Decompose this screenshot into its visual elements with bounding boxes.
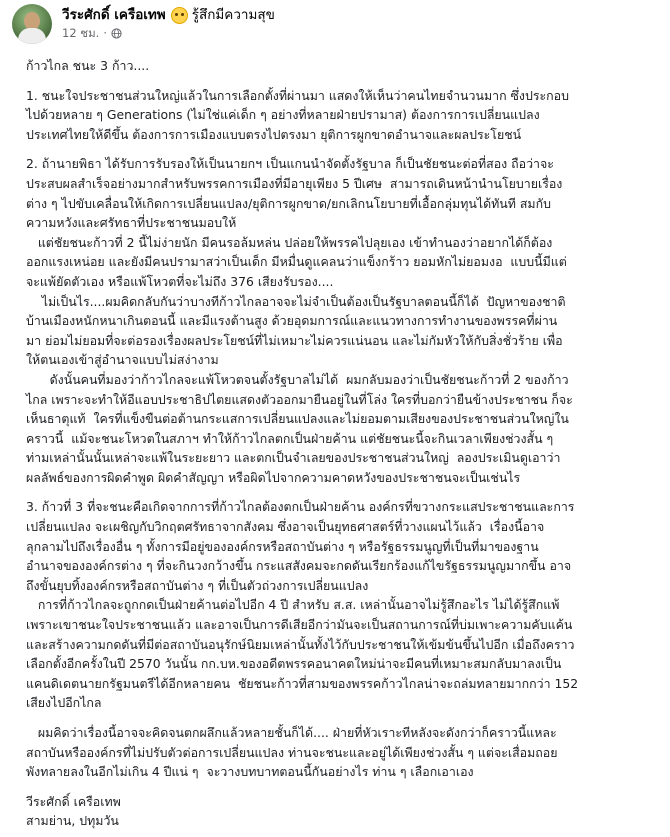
post-line: เห็นธาตุแท้ ใครที่แข็งขืนต่อต้านกระแสการเปลี่ยนแปลงและไม่ยอมตามเสียงของประชาชนส่วนใหญ่ใน bbox=[26, 411, 569, 427]
post-line: ประสบผลสำเร็จอย่างมากสำหรับพรรคการเมืองที่มีอายุเพียง 5 ปีเศษ สามารถเดินหน้านำนโยบายเรื่อง bbox=[26, 175, 563, 191]
happy-face-icon bbox=[171, 7, 188, 24]
post-line: ความหวังและศรัทธาที่ประชาชนมอบให้ bbox=[26, 215, 237, 231]
post-line: เสียงไปอีกไกล bbox=[26, 695, 102, 711]
post-line: คราวนี้ แม้จะชนะโหวตในสภาฯ ทำให้ก้าวไกลตกเป็นฝ่ายค้าน แต่ชัยชนะนี้จะกินเวลาเพียงช่วงสั้น ๆ bbox=[26, 430, 554, 446]
post-line: ท่ามเหล่านั้นนั้นเหล่าจะแพ้ในระยะยาว และตกเป็นจำเลยของประชาชนส่วนใหญ่ ลองประเมินดูเอาว่า bbox=[26, 450, 561, 466]
post-line: วีระศักดิ์ เครือเทพ bbox=[26, 793, 121, 809]
post-line: จะแพ้ยัดตัวเอง หรือแพ้โหวตที่จะไม่ถึง 376 เสียงรับรอง.... bbox=[26, 273, 334, 289]
post-line: บ้านเมืองหนักหนาเกินตอนนี้ และมีแรงต้านสูง ด้วยอุดมการณ์และแนวทางการทำงานของพรรคที่ผ่าน bbox=[26, 313, 558, 329]
post-line: เพราะเขาชนะใจประชาชนแล้ว และอาจเป็นการดีเสียอีกว่ามันจะเป็นสถานการณ์ที่บ่มเพาะความคับแค้น bbox=[26, 617, 573, 633]
feeling-text: รู้สึกมีความสุข bbox=[191, 7, 275, 23]
post-line: ผลลัพธ์ของการผิดคำพูด ผิดคำสัญญา หรือผิดไปจากความคาดหวังของประชาชนจะเป็นเช่นไร bbox=[26, 469, 521, 485]
post-line: ก้าวไกล ชนะ 3 ก้าว.... bbox=[26, 58, 150, 73]
post-line: อำนาจขององค์กรต่าง ๆ ที่จะกินวงกว้างขึ้น กระแสสังคมจะกดดันเรียกร้องแก้ไขรัฐธรรมนูญมากขึ้น อาจ bbox=[26, 558, 572, 574]
post-line: การที่ก้าวไกลจะถูกกดเป็นฝ่ายค้านต่อไปอีก 4 ปี สำหรับ ส.ส. เหล่านั้นอาจไม่รู้สึกอะไร ไม่ได้รู้สึกแพ้ bbox=[26, 597, 560, 613]
post-subline bbox=[62, 25, 275, 41]
post-line: ลุกลามไปถึงเรื่องอื่น ๆ ทั้งการมีอยู่ขององค์กรหรือสถาบันต่าง ๆ หรือรัฐธรรมนูญที่เป็นที่มาของฐาน bbox=[26, 538, 539, 554]
post-line: 2. ถ้านายพิธา ได้รับการรับรองให้เป็นนายกฯ เป็นแกนนำจัดตั้งรัฐบาล ก็เป็นชัยชนะต่อที่สอง ถือว่าจะ bbox=[26, 156, 554, 172]
post-paragraph bbox=[26, 792, 652, 831]
post-line: ให้ตนเองเข้าสู่อำนาจแบบไม่สง่างาม bbox=[26, 352, 219, 368]
post-header bbox=[12, 0, 658, 52]
post-line: แคนดิเดตนายกรัฐมนตรีได้อีกหลายคน ชัยชนะก้าวที่สามของพรรคก้าวไกลน่าจะถล่มทลายมากกว่า 152 bbox=[26, 675, 579, 691]
author-row bbox=[62, 5, 275, 25]
author-name[interactable]: วีระศักดิ์ เครือเทพ bbox=[62, 7, 166, 23]
avatar-body bbox=[18, 28, 46, 44]
post-line: สถาบันหรือองค์กรที่ไม่ปรับตัวต่อการเปลี่ยนแปลง ท่านจะชนะและอยู่ได้เพียงช่วงสั้น ๆ แต่จะเสื่อมถอย bbox=[26, 744, 558, 760]
post-line: สามย่าน, ปทุมวัน bbox=[26, 813, 119, 829]
post-line: เปลี่ยนแปลง จะเผชิญกับวิกฤตศรัทธาจากสังคม ซึ่งอาจเป็นยุทธศาสตร์ที่วางแผนไว้แล้ว เรื่องนี้อาจ bbox=[26, 519, 545, 535]
post-paragraph bbox=[26, 56, 652, 76]
post-paragraph bbox=[26, 723, 652, 782]
post-line: ผมคิดว่าเรื่องนี้อาจจะคิดจนตกผลึกแล้วหลายชั้นก็ได้.... ฝ่ายที่หัวเราะทีหลังจะดังกว่าก็คราวนี้แหละ bbox=[26, 725, 557, 740]
post-line: และสร้างความกดดันที่มีต่อสถาบันอนุรักษ์นิยมเหล่านั้นทั้งไว้กับประชาชนให้เข้มข้นขึ้นไปอีก เมื่อถึงคราว bbox=[26, 636, 575, 652]
post-line: ไกล เพราะจะทำให้อีแอบประชาธิปไตยแสดงตัวออกมายืนอยู่ในที่โล่ง ใครที่บอกว่ายืนข้างประชาชน ก็จะ bbox=[26, 391, 573, 407]
post-line: ต่าง ๆ ไปขับเคลื่อนให้เกิดการเปลี่ยนแปลง/ยุติการผูกขาด/ยกเลิกนโยบายที่เอื้อกลุ่มทุนได้ทันที สมกับ bbox=[26, 195, 551, 211]
post-paragraph bbox=[26, 497, 652, 713]
post-paragraph bbox=[26, 154, 652, 487]
post-line: มา ย่อมไม่ยอมที่จะต่อรองเรื่องผลประโยชน์ที่ไม่เหมาะไม่ควรแน่นอน และไม่กัมหัวให้กับสิ่งชั่วร้าย เพื่อ bbox=[26, 332, 563, 348]
post-line: ไปด้วยหลาย ๆ Generations (ไม่ใช่แค่เด็ก ๆ อย่างที่หลายฝ่ายปรามาส) ต้องการการเปลี่ยนแปลง bbox=[26, 107, 540, 123]
post-line: ถึงขั้นยุบทิ้งองค์กรหรือสถาบันต่าง ๆ ที่เป็นตัวถ่วงการเปลี่ยนแปลง bbox=[26, 577, 369, 593]
post-line: 1. ชนะใจประชาชนส่วนใหญ่แล้วในการเลือกตั้งที่ผ่านมา แสดงให้เห็นว่าคนไทยจำนวนมาก ซึ่งประกอบ bbox=[26, 87, 569, 103]
author-avatar[interactable] bbox=[12, 4, 52, 44]
post-meta bbox=[62, 4, 275, 41]
post-line: ดังนั้นคนที่มองว่าก้าวไกลจะแพ้โหวตจนตั้งรัฐบาลไม่ได้ ผมกลับมองว่าเป็นชัยชนะก้าวที่ 2 ของก้าว bbox=[26, 371, 569, 387]
post-line: ประเทศไทยให้ดีขึ้น ต้องการการเมืองแบบตรงไปตรงมา ยุติการผูกขาดอำนาจและผลประโยชน์ bbox=[26, 126, 522, 142]
post-line: 3. ก้าวที่ 3 ที่จะชนะคือเกิดจากการที่ก้าวไกลต้องตกเป็นฝ่ายค้าน องค์กรที่ขวางกระแสประชาชนและการ bbox=[26, 499, 575, 515]
post-paragraph bbox=[26, 86, 652, 145]
post-body bbox=[12, 56, 658, 831]
post-time[interactable]: 12 ชม. bbox=[62, 26, 100, 40]
post-line: ออกแรงเหน่อย และยังมีคนปรามาสว่าเป็นเด็ก มีหมื่นดูแคลนว่าแข็งกร้าว ยอมหักไม่ยอมงอ แบบนี้มีแต่ bbox=[26, 254, 567, 270]
globe-icon[interactable] bbox=[111, 28, 122, 39]
post-line: เลือกตั้งอีกครั้งในปี 2570 วันนั้น กก.บห.ของอดีตพรรคอนาคตใหม่น่าจะมีคนที่เหมาะสมกลับมาลงเป็น bbox=[26, 656, 562, 672]
post-line: แต่ชัยชนะก้าวที่ 2 นี้ไม่ง่ายนัก มีคนรอล้มหล่น ปล่อยให้พรรคไปลุยเอง เข้าทำนองว่าอยากได้ก็ต้อง bbox=[26, 234, 553, 250]
post-line: ไม่เป็นไร....ผมคิดกลับกันว่าบางทีก้าวไกลอาจจะไม่จำเป็นต้องเป็นรัฐบาลตอนนี้ก็ได้ ปัญหาของชาติ bbox=[26, 293, 566, 309]
separator-dot: · bbox=[103, 26, 107, 40]
post-line: พังทลายลงในอีกไม่เกิน 4 ปีแน่ ๆ จะวางบทบาทตอนนี้กันอย่างไร ท่าน ๆ เลือกเอาเอง bbox=[26, 764, 474, 780]
